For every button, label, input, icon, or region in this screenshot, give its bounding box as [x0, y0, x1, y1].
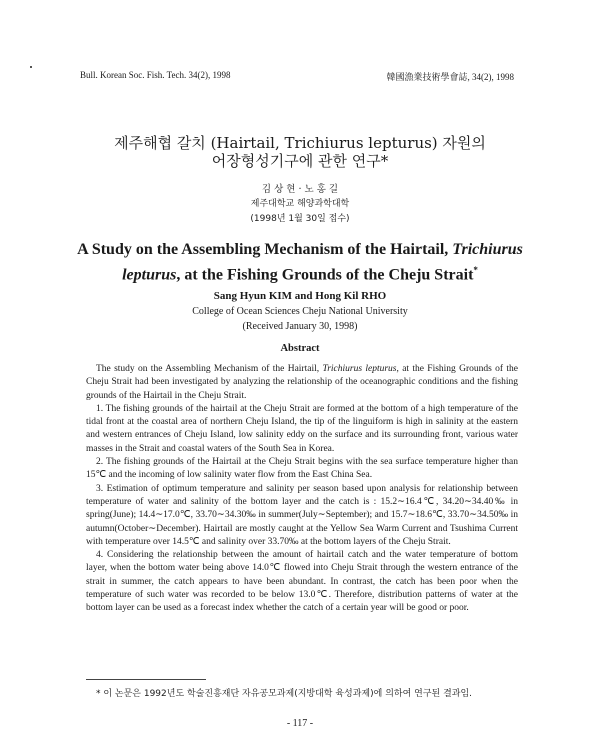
korean-title-line2: 어장형성기구에 관한 연구* — [211, 152, 389, 170]
english-title-star: * — [473, 265, 478, 275]
footnote: * 이 논문은 1992년도 학술진흥재단 자유공모과제(지방대학 육성과제)에 의하여 연구된 결과임. — [96, 689, 473, 699]
english-received: (Received January 30, 1998) — [242, 321, 358, 332]
abstract-intro-b: , at the Fishing Grounds of the Cheju Strait had been investigated by analyzing the relationship of the oceanographic conditions and the fishing grounds of the Hairtail in the Cheju Strait. — [86, 364, 518, 401]
korean-received: (1998년 1월 30일 접수) — [250, 214, 350, 224]
english-title-italic2: lepturus — [122, 266, 177, 284]
english-title — [0, 240, 600, 285]
abstract-body — [86, 363, 518, 616]
journal-header-left: Bull. Korean Soc. Fish. Tech. 34(2), 1998 — [80, 70, 231, 80]
footnote-rule — [86, 679, 206, 680]
english-authors: Sang Hyun KIM and Hong Kil RHO — [213, 290, 387, 302]
abstract-point-4: 4. Considering the relationship between the amount of hairtail catch and the water temperature of bottom layer, when the bottom water being above 14.0℃ flowed into Cheju Strait through the western entrance of the strait in summer, the catch appears to have been abundant. In contrast, the catch has been poor when the temperature of such water was recorded to be below 13.0℃. Therefore, distribution patterns of water at the bottom layer can be used as a forecast index whether the catch of a certain year will be good or poor. — [86, 550, 518, 614]
english-title-italic1: Trichiurus — [452, 241, 523, 258]
scan-speck — [30, 66, 32, 68]
korean-title-line1: 제주해협 갈치 (Hairtail, Trichiurus lepturus) 자원의 — [114, 134, 486, 152]
english-affiliation: College of Ocean Sciences Cheju National University — [192, 306, 408, 317]
abstract-intro — [86, 363, 518, 403]
abstract-point-1: 1. The fishing grounds of the hairtail at the Cheju Strait are formed at the bottom of a high temperature of the tidal front at the coastal area of northern Cheju Island, the tip of the linguiform is high in salinity at the eastern and western entrances of Cheju Island, low salinity eddy on the surface and its surrounding front, various water masses in the Strait and coastal waters of the South Sea in Korea. — [86, 403, 518, 454]
english-title-part1: A Study on the Assembling Mechanism of the Hairtail, — [77, 241, 453, 258]
abstract-heading: Abstract — [280, 343, 320, 354]
korean-affiliation: 제주대학교 해양과학대학 — [250, 199, 350, 209]
english-title-part2: , at the Fishing Grounds of the Cheju Strait — [176, 266, 474, 284]
abstract-point-2: 2. The fishing grounds of the Hairtail at the Cheju Strait begins with the sea surface temperature higher than 15℃ and the incoming of low salinity water flow from the East China Sea. — [86, 457, 518, 481]
abstract-intro-a: The study on the Assembling Mechanism of the Hairtail, — [96, 364, 323, 374]
abstract-point-3: 3. Estimation of optimum temperature and salinity per season based upon analysis for relationship between temperature of water and salinity of the bottom layer and the catch is : 15.2∼16.4℃, 34.20∼34.40‰ in spring(June); 14.4∼17.0℃, 33.70∼34.30‰ in summer(July∼September); and 15.7∼18.6℃, 33.70∼34.50‰ in autumn(October∼December). Hairtail are mostly caught at the Yellow Sea Warm Current and Tsushima Current with temperature over 14.5℃ and salinity over 33.70‰ at the bottom layers of the Cheju Strait. — [86, 483, 518, 547]
journal-header-right: 韓國漁業技術學會誌, 34(2), 1998 — [386, 72, 514, 82]
korean-authors: 김 상 현 · 노 홍 길 — [261, 184, 339, 195]
page-number: - 117 - — [286, 718, 314, 729]
abstract-intro-species: Trichiurus lepturus — [322, 364, 397, 374]
